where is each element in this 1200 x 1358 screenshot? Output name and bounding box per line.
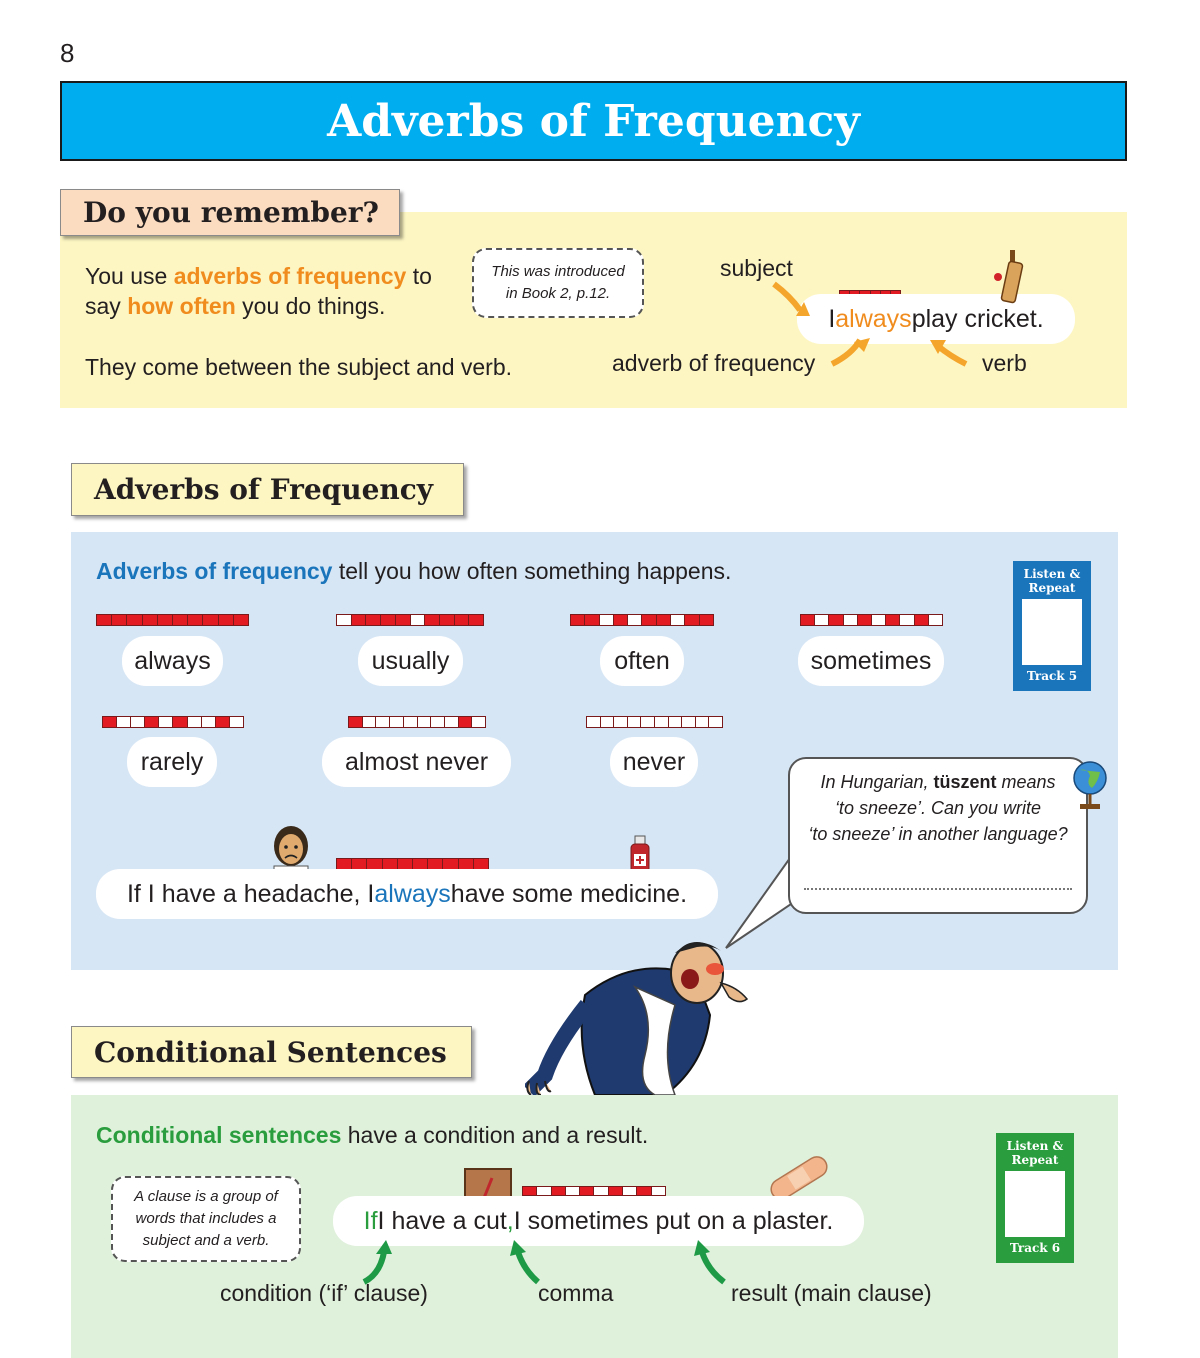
frequency-cell	[203, 615, 218, 625]
frequency-cell	[131, 717, 145, 727]
adverb-pill-sometimes: sometimes	[798, 636, 944, 686]
frequency-cell	[614, 615, 628, 625]
listen-repeat-track-6[interactable]: Listen & Repeat Track 6	[996, 1133, 1074, 1263]
remember-heading: Do you remember?	[60, 189, 400, 236]
sneezing-man-illustration	[525, 935, 755, 1095]
frequency-cell	[801, 615, 815, 625]
frequency-cell	[202, 717, 216, 727]
frequency-cell	[628, 717, 642, 727]
frequency-cell	[337, 615, 352, 625]
frequency-cell	[682, 717, 696, 727]
frequency-cell	[815, 615, 829, 625]
answer-line[interactable]	[804, 888, 1072, 890]
book-reference-note: This was introduced in Book 2, p.12.	[472, 248, 644, 318]
adverbs-intro: Adverbs of frequency tell you how often something happens.	[96, 558, 732, 584]
frequency-cell	[390, 717, 404, 727]
frequency-cell	[411, 615, 426, 625]
frequency-cell	[381, 615, 396, 625]
frequency-cell	[455, 615, 470, 625]
frequency-cell	[431, 717, 445, 727]
adverb-pill-often: often	[600, 636, 684, 686]
frequency-cell	[829, 615, 843, 625]
frequency-cell	[103, 717, 117, 727]
sometimes-bar-small	[522, 1186, 666, 1196]
frequency-cell	[459, 717, 473, 727]
frequency-bar-always	[96, 614, 249, 626]
adverb-pill-rarely: rarely	[127, 737, 217, 787]
frequency-cell	[469, 615, 483, 625]
frequency-cell	[366, 615, 381, 625]
frequency-cell	[173, 615, 188, 625]
frequency-bar-usually	[336, 614, 484, 626]
listen-repeat-track-5[interactable]: Listen & Repeat Track 5	[1013, 561, 1091, 691]
frequency-cell	[143, 615, 158, 625]
frequency-cell	[915, 615, 929, 625]
frequency-cell	[376, 717, 390, 727]
frequency-cell	[858, 615, 872, 625]
conditional-heading: Conditional Sentences	[71, 1026, 472, 1078]
frequency-bar-never	[586, 716, 723, 728]
frequency-cell	[696, 717, 710, 727]
frequency-cell	[145, 717, 159, 727]
frequency-cell	[929, 615, 942, 625]
track-6-screen	[1005, 1171, 1065, 1237]
frequency-cell	[112, 615, 127, 625]
page-number: 8	[60, 38, 75, 68]
frequency-cell	[844, 615, 858, 625]
frequency-cell	[349, 717, 363, 727]
frequency-cell	[657, 615, 671, 625]
frequency-bar-often	[570, 614, 714, 626]
page-title: Adverbs of Frequency	[327, 95, 860, 147]
frequency-cell	[363, 717, 377, 727]
clause-definition-note: A clause is a group of words that includes a subject and a verb.	[111, 1176, 301, 1262]
conditional-example-sentence: If I have a cut , I sometimes put on a plaster.	[333, 1196, 864, 1246]
label-condition: condition (‘if’ clause)	[220, 1280, 428, 1306]
frequency-cell	[352, 615, 367, 625]
track-5-screen	[1022, 599, 1082, 665]
frequency-bar-almost-never	[348, 716, 486, 728]
remember-line3: They come between the subject and verb.	[85, 354, 513, 380]
frequency-cell	[571, 615, 585, 625]
page-title-bar	[60, 81, 1127, 161]
frequency-cell	[230, 717, 243, 727]
frequency-bar-rarely	[102, 716, 244, 728]
frequency-cell	[709, 717, 722, 727]
frequency-cell	[669, 717, 683, 727]
label-result: result (main clause)	[731, 1280, 932, 1306]
frequency-cell	[445, 717, 459, 727]
frequency-cell	[655, 717, 669, 727]
frequency-cell	[587, 717, 601, 727]
frequency-cell	[404, 717, 418, 727]
label-subject: subject	[720, 255, 793, 281]
adverb-pill-almost-never: almost never	[322, 737, 511, 787]
frequency-cell	[628, 615, 642, 625]
frequency-cell	[872, 615, 886, 625]
frequency-cell	[418, 717, 432, 727]
frequency-cell	[641, 717, 655, 727]
frequency-cell	[173, 717, 187, 727]
frequency-cell	[614, 717, 628, 727]
remember-text: You use adverbs of frequency to say how often you do things.	[85, 263, 432, 319]
adverb-pill-always: always	[122, 636, 223, 686]
frequency-cell	[188, 615, 203, 625]
frequency-cell	[600, 615, 614, 625]
frequency-cell	[117, 717, 131, 727]
conditional-intro: Conditional sentences have a condition and a result.	[96, 1122, 649, 1148]
frequency-cell	[188, 717, 202, 727]
frequency-cell	[158, 615, 173, 625]
frequency-cell	[685, 615, 699, 625]
globe-icon	[1070, 758, 1110, 812]
frequency-cell	[425, 615, 440, 625]
frequency-cell	[886, 615, 900, 625]
headache-example-sentence: If I have a headache, I always have some medicine.	[96, 869, 718, 919]
frequency-cell	[472, 717, 485, 727]
frequency-cell	[900, 615, 914, 625]
frequency-cell	[219, 615, 234, 625]
frequency-cell	[396, 615, 411, 625]
frequency-cell	[601, 717, 615, 727]
adverbs-heading: Adverbs of Frequency	[71, 463, 464, 516]
frequency-cell	[642, 615, 656, 625]
frequency-cell	[700, 615, 713, 625]
speech-bubble-hungarian: In Hungarian, tüszent means ‘to sneeze’. Can you write ‘to sneeze’ in another language?	[788, 757, 1088, 914]
frequency-cell	[440, 615, 455, 625]
frequency-cell	[127, 615, 142, 625]
adverb-pill-never: never	[610, 737, 698, 787]
label-adverb-of-frequency: adverb of frequency	[612, 350, 816, 376]
frequency-cell	[159, 717, 173, 727]
arrows-remember	[760, 276, 1000, 376]
frequency-cell	[216, 717, 230, 727]
label-comma: comma	[538, 1280, 614, 1306]
frequency-cell	[234, 615, 248, 625]
adverb-pill-usually: usually	[358, 636, 463, 686]
frequency-bar-sometimes	[800, 614, 943, 626]
frequency-cell	[97, 615, 112, 625]
label-verb: verb	[982, 350, 1027, 376]
remember-example-sentence: I always play cricket.	[797, 294, 1075, 344]
frequency-cell	[585, 615, 599, 625]
frequency-cell	[671, 615, 685, 625]
